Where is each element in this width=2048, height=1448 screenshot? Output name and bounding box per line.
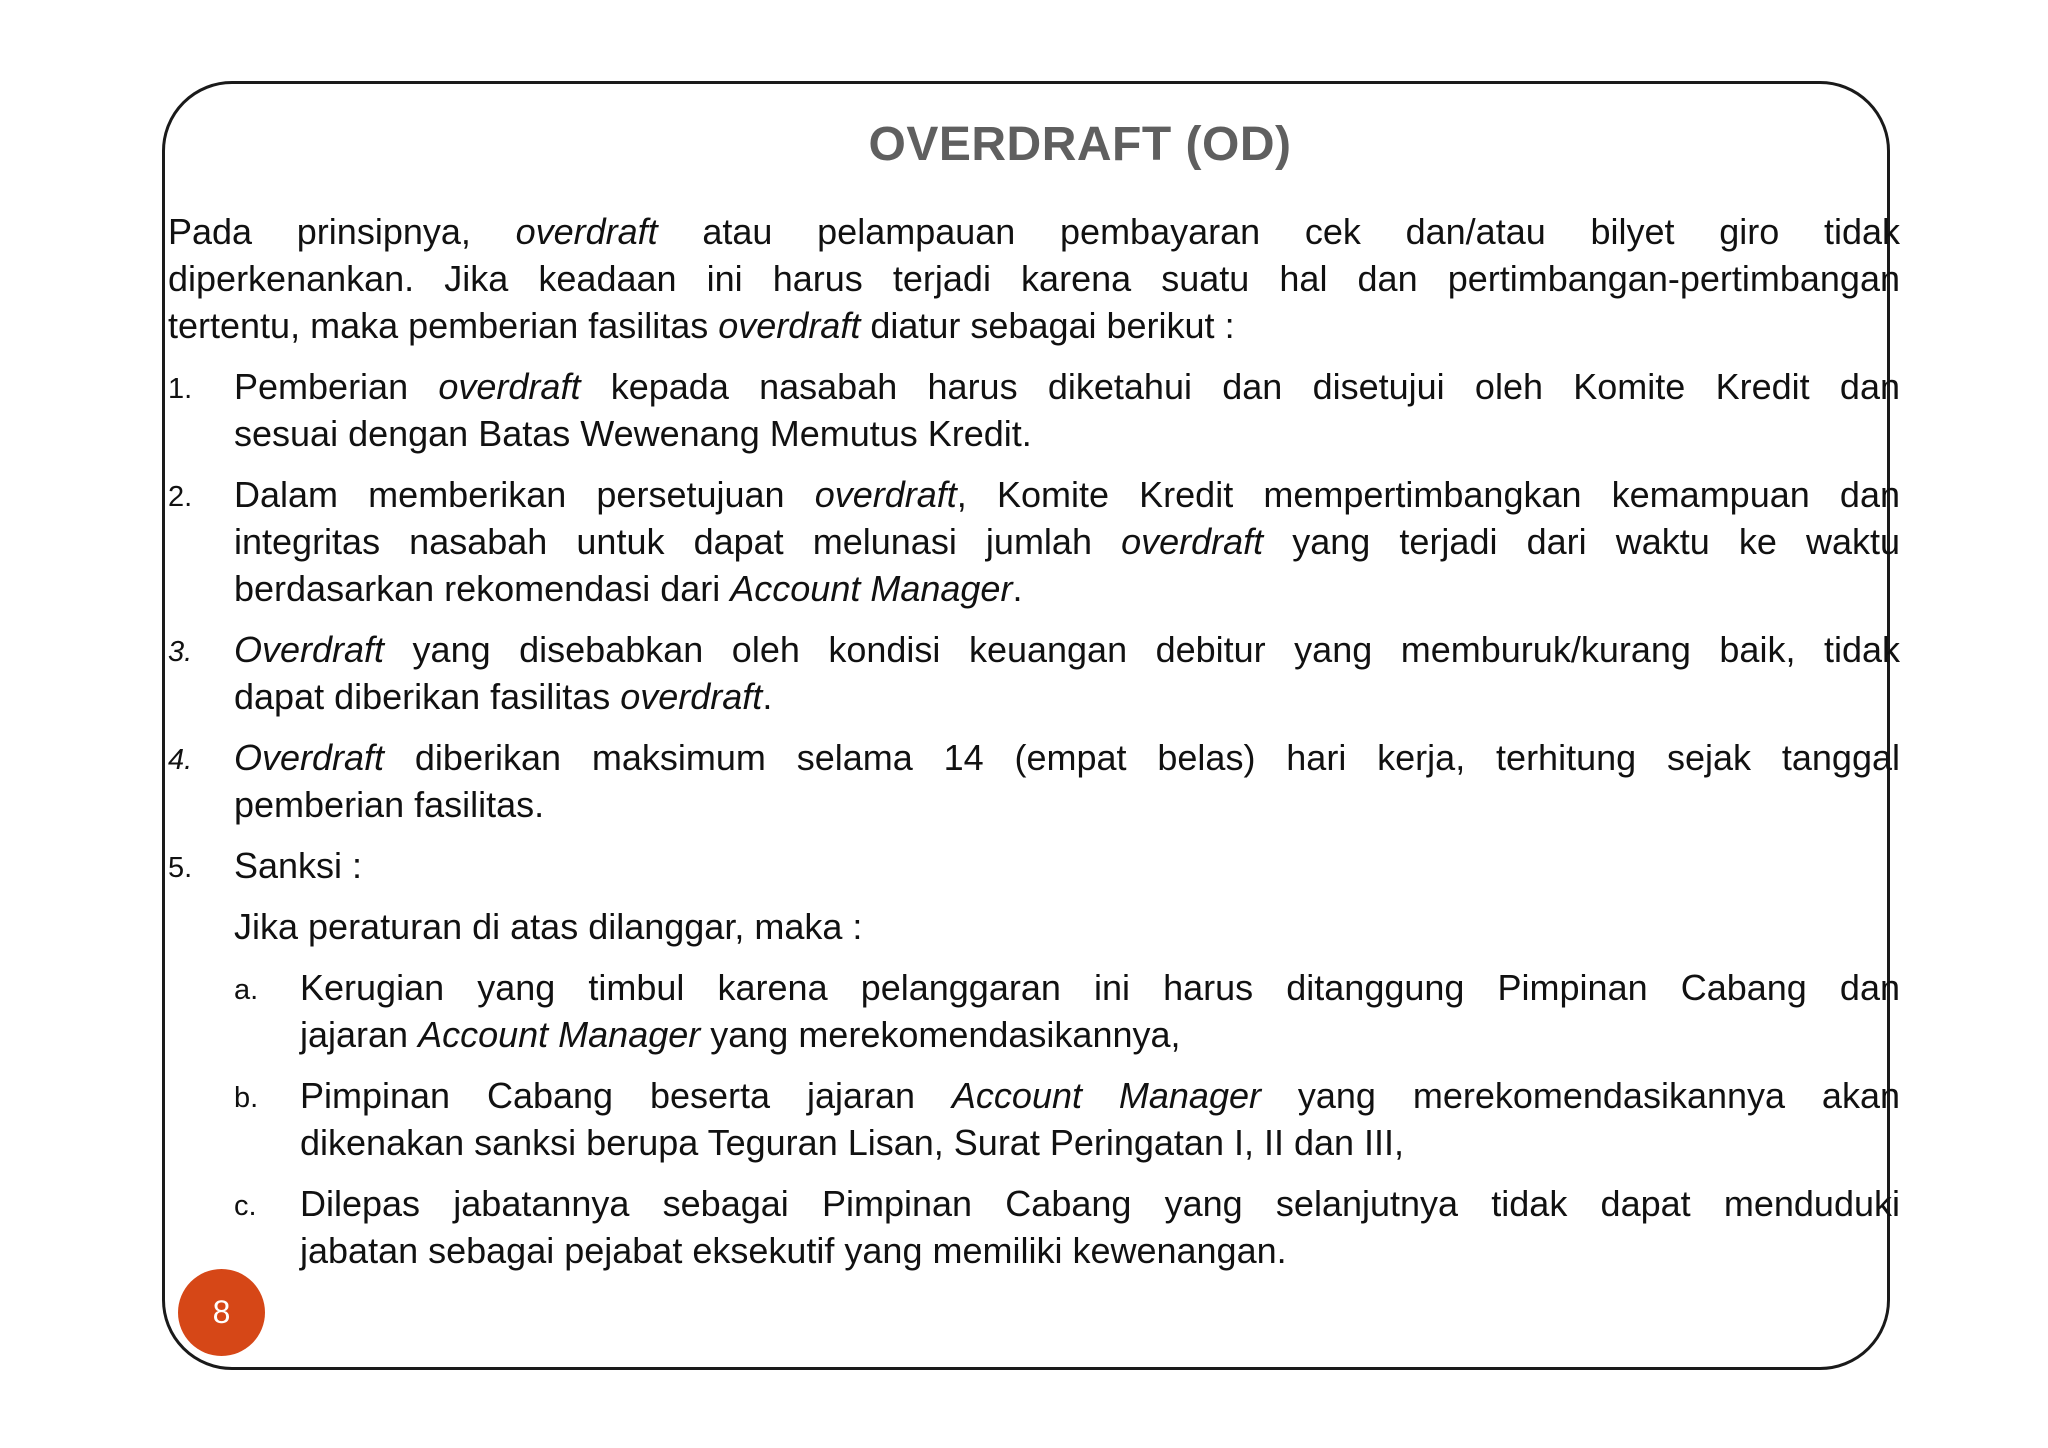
sanction-letter: b. [234,1082,259,1114]
list-number: 1. [168,373,193,405]
list-item: 4. Overdraft diberikan maksimum selama 14 (empat belas) hari kerja, terhitung sejak tanggal pemberian fasilitas. [168,737,1900,825]
list-number: 2. [168,481,193,513]
page-number-badge: 8 [178,1269,265,1356]
slide-content [168,208,1900,1274]
sanction-item: c. Dilepas jabatannya sebagai Pimpinan Cabang yang selanjutnya tidak dapat menduduki jabatan sebagai pejabat eksekutif yang memiliki kewenangan. [234,1183,1900,1271]
intro-paragraph [168,208,1900,349]
slide-title: OVERDRAFT (OD) [868,118,1292,171]
sanction-item: b. Pimpinan Cabang beserta jajaran Account Manager yang merekomendasikannya akan dikenakan sanksi berupa Teguran Lisan, Surat Peringatan I, II dan III, [234,1075,1900,1163]
intro-line-2: diperkenankan. Jika keadaan ini harus terjadi karena suatu hal dan pertimbangan-pertimbangan [168,258,1900,299]
list-item: 2. Dalam memberikan persetujuan overdraft, Komite Kredit mempertimbangkan kemampuan dan integritas nasabah untuk dapat melunasi jumlah overdraft yang terjadi dari waktu ke waktu berdasarkan rekomendasi dari Account Manager. [168,474,1900,609]
list-number: 3. [168,636,193,668]
sanction-intro: Jika peraturan di atas dilanggar, maka : [234,906,863,947]
sanction-letter: c. [234,1190,257,1222]
intro-line-3: tertentu, maka pemberian fasilitas overdraft diatur sebagai berikut : [168,305,1235,346]
list-item: 3. Overdraft yang disebabkan oleh kondisi keuangan debitur yang memburuk/kurang baik, tidak dapat diberikan fasilitas overdraft. [168,629,1900,717]
list-item: 5. Sanksi : [168,842,1900,889]
rules-list [168,363,1900,889]
sanction-letter: a. [234,974,259,1006]
intro-line-1: Pada prinsipnya, overdraft atau pelampauan pembayaran cek dan/atau bilyet giro tidak [168,211,1900,252]
list-number: 5. [168,852,193,884]
list-item: 1. Pemberian overdraft kepada nasabah harus diketahui dan disetujui oleh Komite Kredit dan sesuai dengan Batas Wewenang Memutus Kredit. [168,366,1900,454]
sanction-list [168,964,1900,1274]
list-number: 4. [168,744,193,776]
sanction-item: a. Kerugian yang timbul karena pelanggaran ini harus ditanggung Pimpinan Cabang dan jajaran Account Manager yang merekomendasikannya, [234,967,1900,1055]
